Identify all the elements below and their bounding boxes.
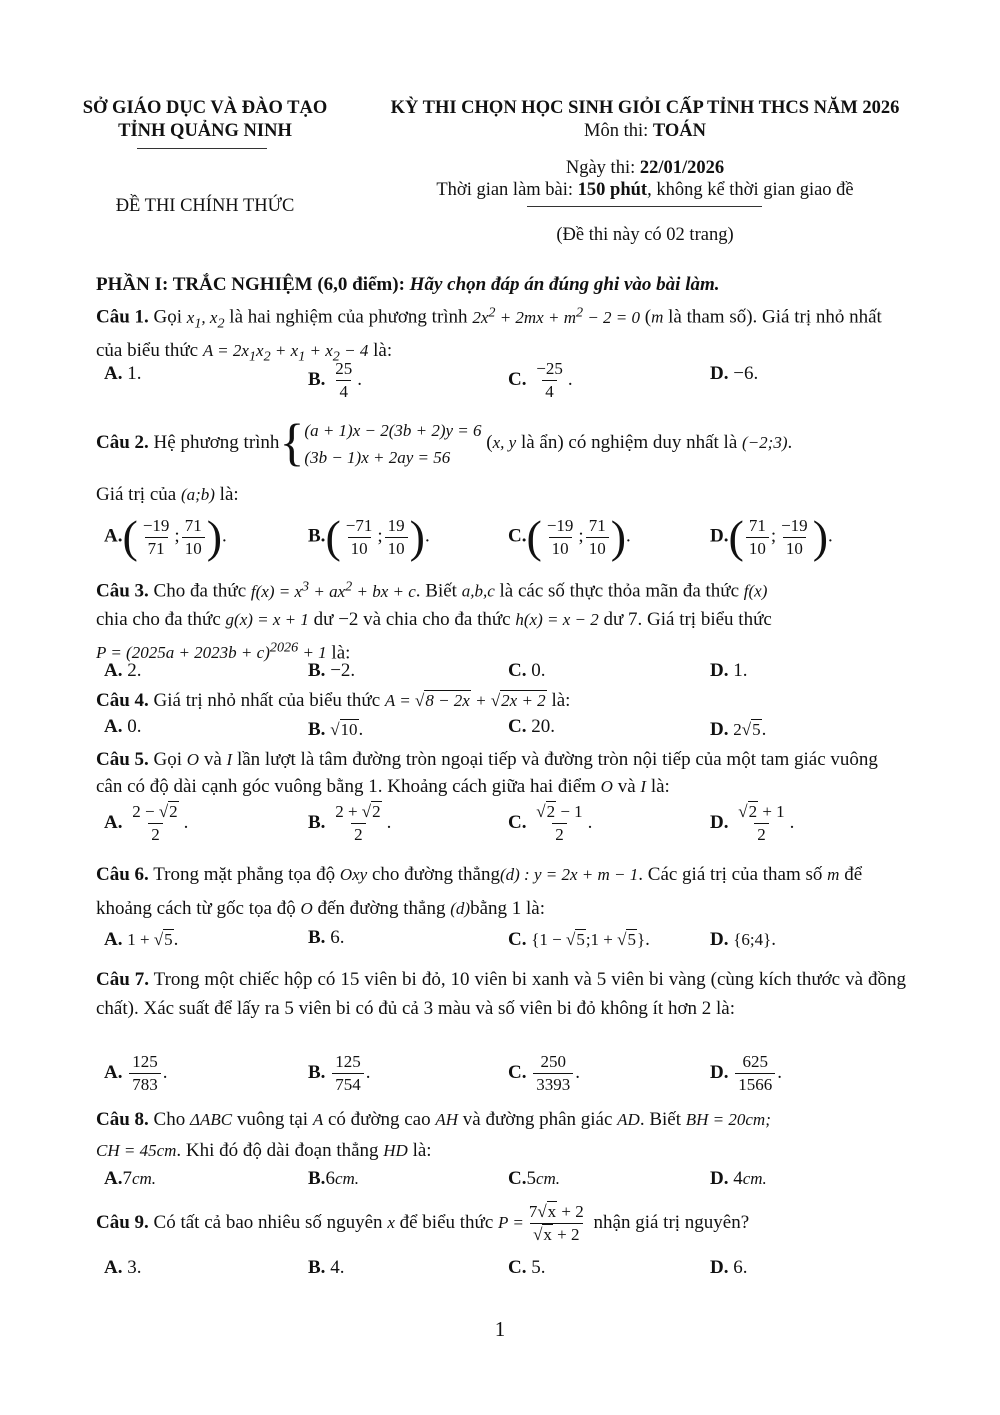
q-text: Giá trị của xyxy=(96,484,181,505)
q4-option-a[interactable] xyxy=(104,716,141,738)
option-label: C. xyxy=(508,929,527,950)
question-2: Câu 2. Hệ phương trình{ (a + 1)x − 2(3b + 2)y = 6 (3b − 1)x + 2ay = 56 (x, y là ẩn) có nghiệm duy nhất là (−2;3). xyxy=(96,414,793,472)
fraction: $\frac{-19}{10}$ xyxy=(781,515,808,558)
fraction: $\frac{125}{754}$ xyxy=(332,1051,364,1096)
exam-date xyxy=(360,157,930,180)
fraction: $\frac{-19}{71}$ xyxy=(142,515,170,558)
math-fx: f(x) xyxy=(743,581,768,601)
fraction: $\frac{2 + √2}{2}$ xyxy=(335,802,381,844)
option-value: 7 xyxy=(122,1168,132,1189)
question-3 xyxy=(96,572,906,667)
q-text: Trong mặt phẳng tọa độ xyxy=(148,864,340,885)
section-instruction: Hãy chọn đáp án đúng ghi vào bài làm. xyxy=(404,274,720,295)
q-text: là: xyxy=(326,642,351,664)
q-text: lần lượt là tâm đường tròn ngoại tiếp và đường tròn nội tiếp của một tam giác vuông cân có độ dài cạnh góc vuông bằng 1. Khoảng cách giữa hai điểm xyxy=(96,749,878,797)
option-label: B. xyxy=(308,719,326,740)
question-5 xyxy=(96,746,906,800)
fraction: $\frac{√2 - 1}{2}$ xyxy=(536,802,583,844)
q-text: là: xyxy=(214,484,239,505)
q4-option-b[interactable]: B. √10. xyxy=(308,719,364,740)
option-value: 3. xyxy=(127,1257,142,1278)
question-7 xyxy=(96,965,906,1023)
q5-option-d[interactable]: D. $\frac{√2 + 1}{2}$ . xyxy=(710,802,795,844)
exam-duration xyxy=(360,179,930,202)
option-label: B. xyxy=(308,525,326,547)
question-label: Câu 2. xyxy=(96,432,149,453)
time-rest: , không kể thời gian giao đề xyxy=(647,180,854,200)
q-text: và xyxy=(612,776,641,797)
option-value: 0. xyxy=(127,716,142,737)
math-i: I xyxy=(226,750,233,769)
option-label: D. xyxy=(710,1168,729,1189)
q-text: ( xyxy=(640,306,652,328)
q-text: vuông tại xyxy=(232,1109,313,1130)
option-label: A. xyxy=(104,1168,123,1189)
option-label: A. xyxy=(104,1257,123,1278)
option-label: A. xyxy=(104,660,123,681)
question-9 xyxy=(96,1200,906,1246)
question-8 xyxy=(96,1104,906,1166)
option-unit: cm. xyxy=(131,1169,157,1188)
time-label: Thời gian làm bài: xyxy=(436,180,578,200)
q9-option-c[interactable] xyxy=(508,1257,545,1279)
math-ah: AH xyxy=(435,1110,459,1129)
math-p: $P = (2025a + 2023b + c)^{2026} + 1$ xyxy=(96,639,327,663)
q-text: . Biết xyxy=(639,1109,686,1130)
q7-option-b[interactable]: B. $\frac{125}{754}$ . xyxy=(308,1052,371,1094)
header-left-rule xyxy=(137,148,267,149)
option-value: 1. xyxy=(127,363,142,384)
q7-option-c[interactable]: C. $\frac{250}{3393}$ . xyxy=(508,1052,580,1094)
q-text: Cho xyxy=(148,1109,190,1130)
q-text: là ẩn) có nghiệm duy nhất là xyxy=(516,432,743,453)
option-label: A. xyxy=(104,525,123,547)
fraction: $\frac{71}{10}$ xyxy=(182,515,205,560)
option-value: 6. xyxy=(733,1257,748,1278)
q1-option-d[interactable] xyxy=(710,363,758,385)
question-label: Câu 9. xyxy=(96,1212,149,1233)
math-p: P = xyxy=(498,1213,524,1232)
option-value: 4. xyxy=(330,1257,345,1278)
math-hd: HD xyxy=(383,1141,408,1160)
fraction: $\frac{2 - √2}{2}$ xyxy=(132,802,178,844)
math-param: m xyxy=(651,307,664,327)
question-label: Câu 1. xyxy=(96,306,149,328)
q-text: và xyxy=(199,749,227,770)
q9-option-b[interactable] xyxy=(308,1257,344,1279)
date-label: Ngày thi: xyxy=(565,158,640,178)
q-text: Có tất cả bao nhiêu số nguyên xyxy=(148,1212,388,1233)
option-label: B. xyxy=(308,1257,326,1278)
section-title-text: PHẦN I: TRẮC NGHIỆM (6,0 điểm): xyxy=(96,274,405,295)
option-label: C. xyxy=(508,1257,527,1278)
option-unit: cm. xyxy=(334,1169,360,1188)
option-value: 20. xyxy=(531,716,555,737)
q8-option-d[interactable] xyxy=(710,1168,767,1190)
option-label: D. xyxy=(710,1061,729,1083)
option-label: D. xyxy=(710,1257,729,1278)
q3-option-c[interactable] xyxy=(508,660,545,682)
q-text: là: xyxy=(368,340,393,362)
q-text: Gọi xyxy=(148,306,187,328)
option-value: 2. xyxy=(127,660,142,681)
system-brace: { xyxy=(279,414,305,472)
q2-option-b[interactable]: B.( $\frac{-71}{10}$ ; $\frac{19}{10}$ ). xyxy=(308,511,430,562)
math-expression: $A = 2x_1x_2 + x_1 + x_2 - 4$ xyxy=(202,341,369,365)
q5-option-c[interactable]: C. $\frac{√2 - 1}{2}$ . xyxy=(508,802,593,844)
fraction: $\frac{71}{10}$ xyxy=(746,515,769,560)
math-o: O xyxy=(186,750,200,769)
math-x: x xyxy=(387,1213,395,1232)
q-text: nhận giá trị nguyên? xyxy=(588,1212,750,1233)
q3-option-a[interactable] xyxy=(104,660,141,682)
math-o: O xyxy=(600,777,613,796)
q-text: là: xyxy=(546,690,571,711)
math-m: m xyxy=(827,865,840,884)
q6-option-b[interactable] xyxy=(308,927,344,949)
option-label: B. xyxy=(308,1168,326,1189)
q1-option-b[interactable]: B. $\frac{25}{4}$ . xyxy=(308,359,362,401)
header-right-rule xyxy=(527,206,762,207)
q-text: để biểu thức xyxy=(394,1212,499,1233)
q-text: Hệ phương trình xyxy=(148,432,280,453)
fraction: $\frac{19}{10}$ xyxy=(385,515,408,560)
option-label: B. xyxy=(308,368,326,390)
q6-option-a[interactable]: A. 1 + √5. xyxy=(104,929,179,950)
math-pair: (a;b) xyxy=(180,485,215,504)
math-roots: $x_1$, $x_2$ xyxy=(186,307,225,332)
q-text: là tham số). Giá trị nhỏ nhất của biểu thức xyxy=(96,306,882,362)
option-value: 1. xyxy=(733,660,748,681)
q6-option-d[interactable]: D. {6;4}. xyxy=(710,929,777,950)
question-label: Câu 3. xyxy=(96,580,149,602)
province-name: TỈNH QUẢNG NINH xyxy=(118,121,292,141)
question-1 xyxy=(96,298,906,370)
question-4 xyxy=(96,687,906,715)
option-label: D. xyxy=(710,525,729,547)
subject-value: TOÁN xyxy=(652,121,706,141)
q-text: dư 7. Giá trị biểu thức xyxy=(598,608,772,630)
fraction: $\frac{125}{783}$ xyxy=(129,1051,161,1096)
q-text: là các số thực thỏa mãn đa thức xyxy=(494,580,744,602)
math-line: (d) : y = 2x + m − 1 xyxy=(499,865,639,884)
q-text: và đường phân giác xyxy=(458,1109,618,1130)
option-label: A. xyxy=(104,1061,123,1083)
fraction: $\frac{7√x + 2}{√x + 2}$ xyxy=(528,1202,584,1245)
option-value: 0. xyxy=(531,660,546,681)
math-hx: h(x) = x − 2 xyxy=(515,609,599,629)
pages-note: (Đề thi này có 02 trang) xyxy=(556,225,734,245)
q2-option-a[interactable]: A.( $\frac{-19}{71}$ ; $\frac{71}{10}$ ). xyxy=(104,511,227,562)
option-label: A. xyxy=(104,929,123,950)
option-label: C. xyxy=(508,1168,527,1189)
fraction: $\frac{-71}{10}$ xyxy=(345,515,373,558)
option-value: 5 xyxy=(526,1168,536,1189)
exam-subject xyxy=(360,120,930,143)
option-label: D. xyxy=(710,719,729,740)
q-text: là: xyxy=(407,1140,432,1161)
q-text: đến đường thẳng xyxy=(312,898,451,919)
math-i: I xyxy=(640,777,647,796)
option-value: 6. xyxy=(330,927,345,948)
option-label: B. xyxy=(308,927,326,948)
equation-system: (a + 1)x − 2(3b + 2)y = 6 (3b − 1)x + 2ay = 56 xyxy=(304,420,482,467)
option-label: C. xyxy=(508,716,527,737)
q-text: cho đường thẳng xyxy=(367,864,500,885)
q4-option-c[interactable] xyxy=(508,716,555,738)
q8-option-a[interactable] xyxy=(104,1168,156,1190)
page-number: 1 xyxy=(494,1317,506,1341)
fraction: $\frac{√2 + 1}{2}$ xyxy=(738,802,785,844)
q-text: bằng 1 là: xyxy=(470,898,546,919)
q-text: . Các giá trị của tham số xyxy=(638,864,828,885)
q-text: . Biết xyxy=(415,580,462,602)
math-gx: g(x) = x + 1 xyxy=(225,609,309,629)
math-equation: $2x^2 + 2mx + m^2 - 2 = 0$ xyxy=(472,304,641,327)
q2-option-d[interactable]: D.( $\frac{71}{10}$ ; $\frac{-19}{10}$ ). xyxy=(710,511,833,562)
department-name: SỞ GIÁO DỤC VÀ ĐÀO TẠO xyxy=(82,98,328,118)
q-text: có đường cao xyxy=(323,1109,436,1130)
math-o: O xyxy=(300,899,313,918)
math-a: A xyxy=(312,1110,324,1129)
q5-option-b[interactable]: B. $\frac{2 + √2}{2}$ . xyxy=(308,802,392,844)
q-text: dư −2 và chia cho đa thức xyxy=(308,608,516,630)
q8-option-b[interactable] xyxy=(308,1168,359,1190)
q4-option-d[interactable]: D. 2√5. xyxy=(710,719,767,740)
fraction: $\frac{-25}{4}$ xyxy=(536,359,563,401)
option-label: B. xyxy=(308,811,326,833)
option-label: A. xyxy=(104,363,123,384)
q1-option-c[interactable]: C. $\frac{-25}{4}$ . xyxy=(508,359,573,401)
option-value: 5. xyxy=(531,1257,546,1278)
q7-option-a[interactable]: A. $\frac{125}{783}$ . xyxy=(104,1052,168,1094)
option-label: C. xyxy=(508,368,527,390)
q9-option-a[interactable] xyxy=(104,1257,141,1279)
question-6 xyxy=(96,858,906,926)
question-2-cont xyxy=(96,481,906,509)
q-text: để khoảng cách từ gốc tọa độ xyxy=(96,864,863,919)
q7-option-d[interactable]: D. $\frac{625}{1566}$ . xyxy=(710,1052,782,1094)
q5-option-a[interactable]: A. $\frac{2 - √2}{2}$ . xyxy=(104,802,189,844)
option-value: 4 xyxy=(733,1168,743,1189)
fraction: $\frac{-19}{10}$ xyxy=(546,515,574,558)
math-ad: AD xyxy=(617,1110,640,1129)
question-label: Câu 6. xyxy=(96,864,149,885)
fraction: $\frac{71}{10}$ xyxy=(586,515,609,560)
q-text: . Khi đó độ dài đoạn thẳng xyxy=(176,1140,384,1161)
option-label: D. xyxy=(710,929,729,950)
q6-option-c[interactable]: C. {1 − √5;1 + √5}. xyxy=(508,929,650,950)
q-text: Giá trị nhỏ nhất của biểu thức xyxy=(148,690,385,711)
q8-option-c[interactable] xyxy=(508,1168,560,1190)
option-label: B. xyxy=(308,1061,326,1083)
option-label: A. xyxy=(104,811,123,833)
question-label: Câu 8. xyxy=(96,1109,149,1130)
option-label: D. xyxy=(710,363,729,384)
option-value: 6 xyxy=(325,1168,335,1189)
question-label: Câu 7. xyxy=(96,969,150,990)
option-label: D. xyxy=(710,660,729,681)
option-label: C. xyxy=(508,1061,527,1083)
math-oxy: Oxy xyxy=(339,865,368,884)
q3-option-d[interactable] xyxy=(710,660,747,682)
section-title xyxy=(96,272,916,298)
math-vars: x, y xyxy=(492,433,517,452)
q-text: Cho đa thức xyxy=(148,580,251,602)
math-expression: A = √8 − 2x + √2x + 2 xyxy=(384,691,546,710)
date-value: 22/01/2026 xyxy=(639,158,725,178)
math-solution: (−2;3) xyxy=(742,433,788,452)
q1-option-a[interactable] xyxy=(104,363,141,385)
math-d: (d) xyxy=(450,899,471,918)
question-label: Câu 5. xyxy=(96,749,149,770)
math-ch: CH = 45cm xyxy=(96,1141,177,1160)
math-bh: BH = 20cm; xyxy=(685,1110,771,1129)
math-triangle: ΔABC xyxy=(189,1110,233,1129)
q3-option-b[interactable] xyxy=(308,660,355,682)
fraction: $\frac{250}{3393}$ xyxy=(533,1051,573,1096)
option-label: C. xyxy=(508,660,527,681)
option-value: −2. xyxy=(330,660,356,681)
q-text: chia cho đa thức xyxy=(96,608,226,630)
option-label: B. xyxy=(308,660,326,681)
question-label: Câu 4. xyxy=(96,690,149,711)
q2-option-c[interactable]: C.( $\frac{-19}{10}$ ; $\frac{71}{10}$ ). xyxy=(508,511,631,562)
option-label: C. xyxy=(508,525,527,547)
time-value: 150 phút xyxy=(577,180,648,200)
option-unit: cm. xyxy=(535,1169,561,1188)
q9-option-d[interactable] xyxy=(710,1257,747,1279)
option-value: −6. xyxy=(733,363,759,384)
math-coeffs: a,b,c xyxy=(461,581,495,601)
option-label: A. xyxy=(104,716,123,737)
option-label: C. xyxy=(508,811,527,833)
official-exam-label: ĐỀ THI CHÍNH THỨC xyxy=(115,196,295,216)
subject-label: Môn thi: xyxy=(584,121,653,141)
math-poly: $f(x) = x^3 + ax^2$ + bx + c xyxy=(250,578,416,601)
q-text: Gọi xyxy=(148,749,187,770)
fraction: $\frac{625}{1566}$ xyxy=(735,1051,775,1096)
q-text: Trong một chiếc hộp có 15 viên bi đỏ, 10 viên bi xanh và 5 viên bi vàng (cùng kích thước và đồng chất). Xác suất để lấy ra 5 viên bi có đủ cả 3 màu và số viên bi đỏ không ít hơn 2 là: xyxy=(96,969,906,1019)
option-unit: cm. xyxy=(742,1169,767,1188)
q-text: là: xyxy=(646,776,670,797)
exam-title: KỲ THI CHỌN HỌC SINH GIỎI CẤP TỈNH THCS NĂM 2026 xyxy=(390,98,900,118)
q-text: là hai nghiệm của phương trình xyxy=(224,306,473,328)
fraction: $\frac{25}{4}$ xyxy=(335,359,353,401)
option-label: D. xyxy=(710,811,729,833)
